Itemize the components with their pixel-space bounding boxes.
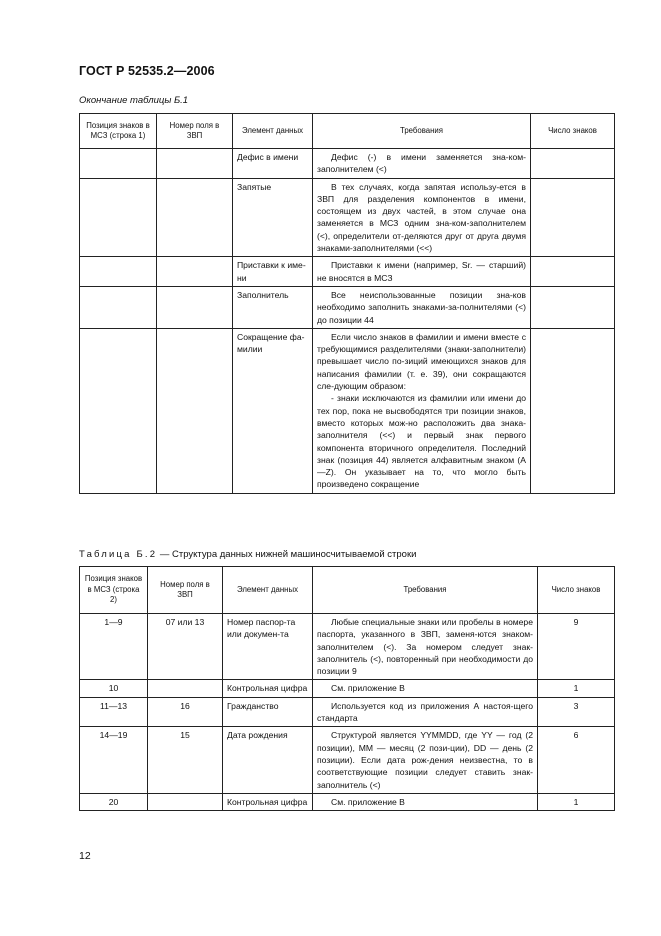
table-row bbox=[80, 178, 615, 257]
requirement-paragraph: Используется код из приложения А настоя-щего стандарта bbox=[317, 700, 533, 724]
cell-requirements bbox=[313, 257, 531, 287]
cell-position: 20 bbox=[80, 793, 148, 810]
cell-char-count: 3 bbox=[538, 697, 615, 727]
requirement-paragraph: Если число знаков в фамилии и имени вместе с требующимися разделителями (знаки-заполнители) превышает число по-зиций имеющихся знаков для написания фамилии (т. е. 39), они сокращаются сле-дующим образом: bbox=[317, 331, 526, 392]
cell-requirements bbox=[313, 680, 538, 697]
cell-position bbox=[80, 328, 157, 493]
cell-requirements bbox=[313, 614, 538, 680]
requirement-paragraph: Любые специальные знаки или пробелы в номере паспорта, указанного в ЗВП, заменя-ются знаком-заполнителем (<). За номером следует знак-заполнитель (<), повторенный при необходимости до позиции 9 bbox=[317, 617, 533, 677]
cell-position bbox=[80, 149, 157, 179]
cell-data-element: Контрольная цифра bbox=[223, 680, 313, 697]
cell-field-number bbox=[148, 680, 223, 697]
column-header-requirements: Требования bbox=[313, 567, 538, 614]
cell-char-count: 1 bbox=[538, 793, 615, 810]
column-header-position: Позиция знаков в МСЗ (строка 2) bbox=[80, 567, 148, 614]
cell-char-count bbox=[531, 328, 615, 493]
cell-field-number bbox=[148, 793, 223, 810]
cell-requirements bbox=[313, 697, 538, 727]
cell-data-element: Контрольная цифра bbox=[223, 793, 313, 810]
cell-field-number bbox=[157, 286, 233, 328]
table2-caption-text: — Структура данных нижней машиносчитываемой строки bbox=[157, 549, 417, 560]
table2-caption-label: Таблица Б.2 bbox=[79, 549, 158, 560]
cell-char-count: 9 bbox=[538, 614, 615, 680]
cell-char-count bbox=[531, 149, 615, 179]
table-header-row bbox=[80, 567, 615, 614]
column-header-field-number: Номер поля в ЗВП bbox=[148, 567, 223, 614]
cell-position bbox=[80, 286, 157, 328]
requirement-paragraph: - знаки исключаются из фамилии или имени до тех пор, пока не высвободятся три позиции знаков, вместо которых мож-но расположить два знака-заполнителя (<<) и первый знак первого компонента вторичного определителя. Последний знак (позиция 44) является алфавитным знаком (A—Z). Он указывает на то, что могло быть произведено сокращение bbox=[317, 393, 526, 490]
requirement-paragraph: Дефис (-) в имени заменяется зна-ком-заполнителем (<) bbox=[317, 152, 526, 175]
cell-data-element: Дефис в имени bbox=[233, 149, 313, 179]
cell-position bbox=[80, 257, 157, 287]
table-row bbox=[80, 328, 615, 493]
cell-data-element: Дата рождения bbox=[223, 727, 313, 793]
cell-requirements bbox=[313, 727, 538, 793]
cell-field-number: 16 bbox=[148, 697, 223, 727]
cell-data-element: Гражданство bbox=[223, 697, 313, 727]
cell-field-number bbox=[157, 328, 233, 493]
table-header-row bbox=[80, 114, 615, 149]
cell-requirements bbox=[313, 793, 538, 810]
cell-position: 11—13 bbox=[80, 697, 148, 727]
column-header-char-count: Число знаков bbox=[531, 114, 615, 149]
cell-data-element: Номер паспор-та или докумен-та bbox=[223, 614, 313, 680]
cell-requirements bbox=[313, 286, 531, 328]
cell-field-number bbox=[157, 257, 233, 287]
column-header-requirements: Требования bbox=[313, 114, 531, 149]
table-row bbox=[80, 614, 615, 680]
cell-data-element: Заполнитель bbox=[233, 286, 313, 328]
table-row bbox=[80, 149, 615, 179]
requirement-paragraph: Все неиспользованные позиции зна-ков необходимо заполнить знаками-за-полнителями (<) до позиции 44 bbox=[317, 289, 526, 325]
cell-char-count: 1 bbox=[538, 680, 615, 697]
requirement-paragraph: В тех случаях, когда запятая использу-ется в ЗВП для разделения компонентов в имени, состоящем из двух частей, в этом случае она заменяется в МСЗ одним зна-ком-заполнителем (<), определители от-деляются друг от друга двумя знаками-заполнителями (<<) bbox=[317, 181, 526, 254]
cell-requirements bbox=[313, 149, 531, 179]
cell-position: 14—19 bbox=[80, 727, 148, 793]
cell-char-count bbox=[531, 286, 615, 328]
table-row bbox=[80, 257, 615, 287]
cell-field-number: 15 bbox=[148, 727, 223, 793]
cell-data-element: Приставки к име-ни bbox=[233, 257, 313, 287]
requirement-paragraph: Приставки к имени (например, Sr. — старший) не вносятся в МСЗ bbox=[317, 260, 526, 283]
cell-position: 1—9 bbox=[80, 614, 148, 680]
column-header-position: Позиция знаков в МСЗ (строка 1) bbox=[80, 114, 157, 149]
table1-caption: Окончание таблицы Б.1 bbox=[79, 95, 189, 106]
table1-body bbox=[80, 149, 615, 494]
cell-field-number bbox=[157, 149, 233, 179]
table2-caption bbox=[79, 549, 416, 560]
cell-data-element: Сокращение фа-милии bbox=[233, 328, 313, 493]
table-b2 bbox=[79, 566, 615, 811]
table2-body bbox=[80, 614, 615, 811]
cell-requirements bbox=[313, 328, 531, 493]
table-row bbox=[80, 793, 615, 810]
table-row bbox=[80, 286, 615, 328]
table-row bbox=[80, 680, 615, 697]
cell-position bbox=[80, 178, 157, 257]
document-title: ГОСТ Р 52535.2—2006 bbox=[79, 64, 215, 78]
cell-field-number: 07 или 13 bbox=[148, 614, 223, 680]
column-header-data-element: Элемент данных bbox=[223, 567, 313, 614]
cell-char-count: 6 bbox=[538, 727, 615, 793]
page-number: 12 bbox=[79, 850, 91, 862]
cell-requirements bbox=[313, 178, 531, 257]
column-header-data-element: Элемент данных bbox=[233, 114, 313, 149]
requirement-paragraph: См. приложение В bbox=[331, 683, 405, 694]
cell-data-element: Запятые bbox=[233, 178, 313, 257]
requirement-paragraph: Структурой является YYMMDD, где YY — год (2 позиции), MM — месяц (2 пози-ции), DD — день (2 позиции). Если дата рож-дения неизвестна, то в соответствующие позиции следует ставить знак-заполнитель (<) bbox=[317, 730, 533, 790]
cell-char-count bbox=[531, 178, 615, 257]
column-header-field-number: Номер поля в ЗВП bbox=[157, 114, 233, 149]
table-row bbox=[80, 697, 615, 727]
requirement-paragraph: См. приложение В bbox=[331, 796, 405, 807]
cell-field-number bbox=[157, 178, 233, 257]
cell-position: 10 bbox=[80, 680, 148, 697]
cell-char-count bbox=[531, 257, 615, 287]
column-header-char-count: Число знаков bbox=[538, 567, 615, 614]
table-b1-continuation bbox=[79, 113, 615, 494]
table-row bbox=[80, 727, 615, 793]
